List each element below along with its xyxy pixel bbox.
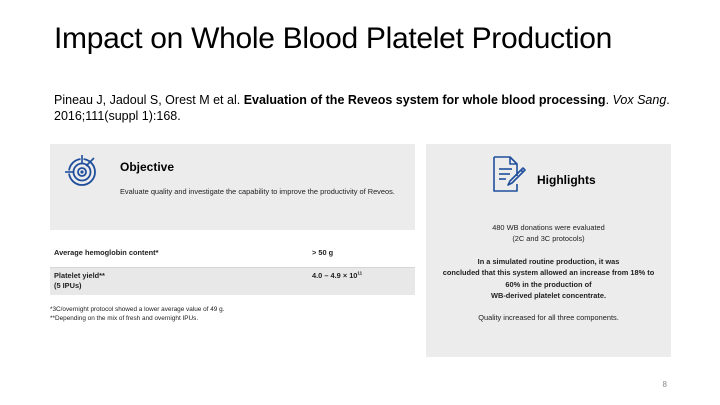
highlights-bold-line: In a simulated routine production, it was xyxy=(477,256,620,266)
highlights-heading: Highlights xyxy=(537,173,596,187)
objective-heading: Objective xyxy=(120,160,175,174)
document-pen-icon xyxy=(490,154,526,194)
page-number: 8 xyxy=(662,380,667,389)
highlights-bold-line: 60% in the production of xyxy=(505,279,592,289)
highlights-line: 480 WB donations were evaluated xyxy=(492,223,605,232)
footnote-platelet: **Depending on the mix of fresh and overnight IPUs. xyxy=(50,315,199,322)
table-row xyxy=(50,245,415,267)
platelet-yield-label xyxy=(50,267,308,295)
highlights-closing: Quality increased for all three components. xyxy=(478,313,619,323)
table-row xyxy=(50,267,415,295)
citation-article-title: Evaluation of the Reveos system for whole blood processing xyxy=(243,93,606,107)
footnote-hemoglobin: *3C/overnight protocol showed a lower average value of 49 g. xyxy=(50,306,225,313)
footnotes xyxy=(50,305,410,323)
objective-text: Evaluate quality and investigate the capability to improve the productivity of Reveos. xyxy=(120,187,395,196)
platelet-yield-label-line1: Platelet yield** xyxy=(54,270,105,280)
platelet-yield-value xyxy=(308,267,415,295)
hemoglobin-value: > 50 g xyxy=(312,248,334,257)
citation xyxy=(54,92,694,124)
citation-separator: . xyxy=(605,93,613,107)
citation-authors: Pineau J, Jadoul S, Orest M et al. xyxy=(54,93,244,107)
platelet-yield-value-base: 4.0 – 4.9 × 10 xyxy=(312,270,358,280)
objective-panel xyxy=(50,144,415,230)
highlights-line: (2C and 3C protocols) xyxy=(512,234,585,244)
highlights-bold-line: concluded that this system allowed an increase from 18% to xyxy=(442,268,655,278)
target-icon xyxy=(64,154,98,188)
highlights-body xyxy=(426,222,671,324)
highlights-panel xyxy=(426,144,671,357)
highlights-bold-line: WB-derived platelet concentrate. xyxy=(491,291,606,301)
results-table xyxy=(50,245,415,295)
slide-title: Impact on Whole Blood Platelet Production xyxy=(54,22,613,55)
citation-journal: Vox Sang xyxy=(612,93,667,107)
platelet-yield-label-line2: (5 IPUs) xyxy=(54,281,82,290)
platelet-yield-exponent: 11 xyxy=(357,270,363,276)
citation-details: . 2016;111(suppl 1):168. xyxy=(54,93,670,123)
hemoglobin-label: Average hemoglobin content* xyxy=(54,248,159,257)
